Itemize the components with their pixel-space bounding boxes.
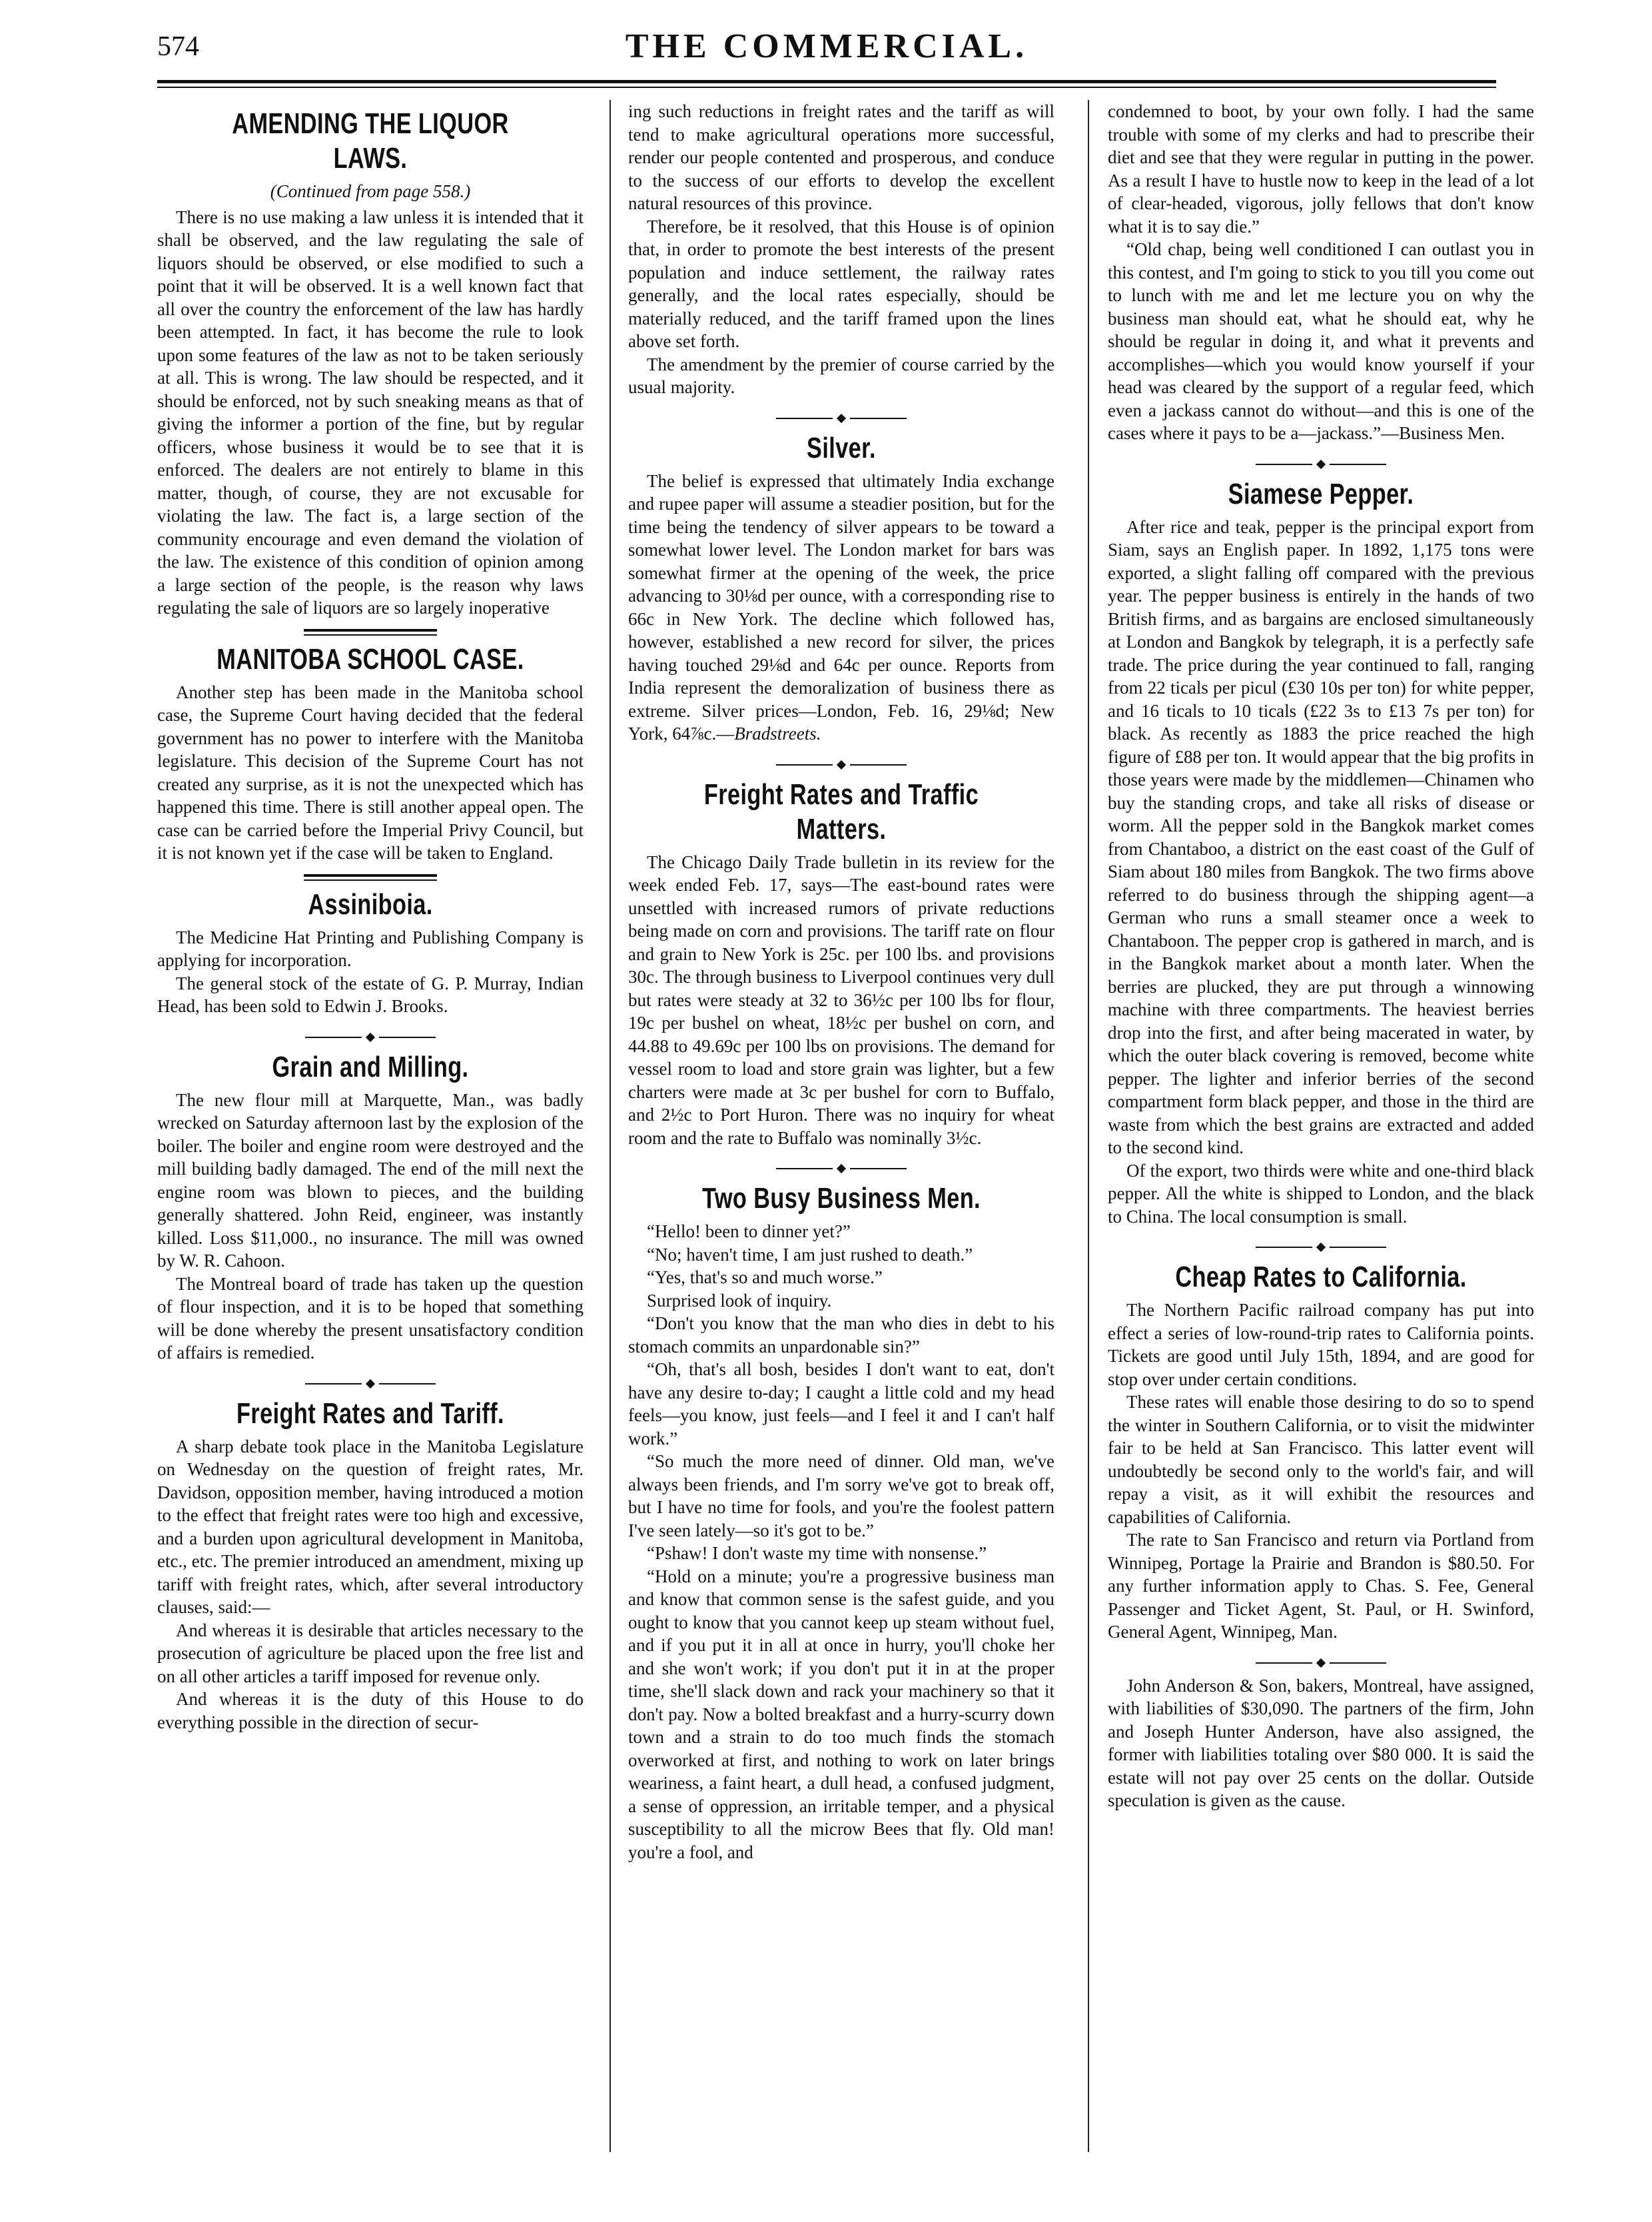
headline-silver: Silver. [807, 431, 876, 464]
dialogue-line: “So much the more need of dinner. Old man, we've always been friends, and I'm sorry we've got to break off, but I have no time for fools, and you're the foolest pattern I've seen lately—so it's got to be.” [628, 1451, 1054, 1540]
section-ornament [628, 411, 1054, 424]
headline-freight-rates-and-tariff: Freight Rates and Tariff. [236, 1396, 504, 1430]
headline-liquor-laws: AMENDING THE LIQUOR LAWS. [232, 107, 509, 175]
article-paragraph: And whereas it is desirable that articles necessary to the prosecution of agriculture be placed upon the free list and on all other articles a tariff imposed for revenue only. [157, 1620, 584, 1686]
column-3 [1108, 100, 1534, 2172]
article-paragraph: After rice and teak, pepper is the principal export from Siam, says an English paper. In 1892, 1,175 tons were exported, a slight falling off compared with the previous year. The pepper business is entirely in the hands of two British firms, and as bargains are enclosed simultaneously at London and Bangkok by telegraph, it is a perfectly safe trade. The price during the year continued to fall, ranging from 22 ticals per picul (£30 10s per ton) for white pepper, and 16 ticals to 10 ticals (£22 3s to £13 7s per ton) for black. As recently as 1883 the price reached the high figure of £88 per ton. It would appear that the big profits in those years were made by the middlemen—Chinamen who buy the standing crops, and take all risks of disease or worm. All the pepper sold in the Bangkok market comes from Chantaboo, a district on the east coast of the Gulf of Siam about 180 miles from Bangkok. The two firms above referred to do business through the shipping agent—a German who runs a small steamer once a week to Chantaboon. The pepper crop is gathered in march, and is in the Bangkok market about a month later. When the berries are plucked, they are put through a winnowing machine with three compartments. The heaviest berries drop into the first, and after being macerated in water, by which the outer black covering is removed, become white pepper. The lighter and inferior berries of the second compartment form black pepper, and those in the third are waste from which the best grains are extracted and added to the second kind. [1108, 516, 1534, 1157]
section-ornament [157, 1377, 584, 1390]
section-ornament [157, 1030, 584, 1043]
headline-cheap-rates-california: Cheap Rates to California. [1175, 1261, 1467, 1293]
article-paragraph: “Old chap, being well conditioned I can outlast you in this contest, and I'm going to stick to you till you come out to lunch with me and let me lecture you on why the business man should eat, what he should eat, why he should be regular in doing it, and what it prevents and accomplishes—which you would know yourself if your head was cleared by the support of a regular feed, which even a jackass cannot do without—and this is one of the cases where it pays to be a—jackass.”—Business Men. [1108, 239, 1534, 443]
article-paragraph: The new flour mill at Marquette, Man., was badly wrecked on Saturday afternoon last by the explosion of the boiler. The boiler and engine room were destroyed and the mill building badly damaged. The end of the mill next the engine room was blown to pieces, and the building generally shattered. John Reid, engineer, was instantly killed. Loss $11,000., no insurance. The mill was owned by W. R. Cahoon. [157, 1089, 584, 1271]
article-paragraph [628, 470, 1054, 746]
header-rule-thin [157, 87, 1496, 88]
page-number: 574 [157, 31, 199, 62]
section-ornament [1108, 1240, 1534, 1253]
dialogue-line: Surprised look of inquiry. [647, 1290, 832, 1311]
article-paragraph: The general stock of the estate of G. P. Murray, Indian Head, has been sold to Edwin J. Brooks. [157, 973, 584, 1016]
section-rule [304, 629, 437, 632]
section-ornament [628, 1161, 1054, 1175]
column-divider-1 [610, 100, 611, 2152]
article-paragraph: A sharp debate took place in the Manitoba Legislature on Wednesday on the question of freight rates, Mr. Davidson, opposition member, having introduced a motion to the effect that freight rates were too high and excessive, and a burden upon agricultural development in Manitoba, etc., etc. The premier introduced an amendment, mixing up tariff with freight rates, which, after several introductory clauses, said:— [157, 1436, 584, 1617]
column-divider-2 [1088, 100, 1089, 2152]
section-ornament [1108, 1656, 1534, 1669]
section-ornament [628, 758, 1054, 771]
dialogue-line: “Pshaw! I don't waste my time with nonsense.” [647, 1543, 987, 1563]
article-paragraph: Another step has been made in the Manitoba school case, the Supreme Court having decided that the federal government has no power to interfere with the Manitoba legislature. This decision of the Supreme Court has not created any surprise, as it is not the unexpected which has happened this time. There is still another appeal open. The case can be carried before the Imperial Privy Council, but it is not known yet if the case will be taken to England. [157, 682, 584, 863]
section-rule [304, 874, 437, 877]
header-rule-thick [157, 80, 1496, 83]
section-rule-thin [304, 634, 437, 636]
article-paragraph: The Northern Pacific railroad company has put into effect a series of low-round-trip rates to California points. Tickets are good until July 15th, 1894, and are good for stop over under certain conditions. [1108, 1300, 1534, 1389]
article-paragraph: And whereas it is the duty of this House to do everything possible in the direction of secur- [157, 1689, 584, 1732]
article-paragraph: The Chicago Daily Trade bulletin in its review for the week ended Feb. 17, says—The east-bound rates were unsettled with increased rumors of private reductions being made on corn and provisions. The tariff rate on flour and grain to New York is 25c. per 100 lbs. and provisions 30c. The through business to Liverpool continues very dull but rates were steady at 32 to 36½c per 100 lbs for flour, 19c per bushel on wheat, 18½c per bushel on corn, and 44.88 to 49.69c per 100 lbs on provisions. The demand for vessel room to load and store grain was lighter, but a few charters were made at 3c per bushel for corn to Buffalo, and 2½c to Port Huron. There was no inquiry for wheat room and the rate to Buffalo was nominally 3½c. [628, 851, 1054, 1148]
headline-grain-and-milling: Grain and Milling. [272, 1050, 469, 1083]
article-paragraph: ing such reductions in freight rates and the tariff as will tend to make agricultural operations more successful, render our people contented and prosperous, and conduce to the success of our efforts to develop the excellent natural resources of this province. [628, 101, 1054, 213]
source-credit: Bradstreets. [734, 724, 821, 744]
article-paragraph: There is no use making a law unless it is intended that it shall be observed, and the law regulating the sale of liquors should be observed, or else modified to such a point that it will be observed. It is a well known fact that all over the country the enforcement of the law has hardly been attempted. In fact, it has become the rule to look upon some features of the law as not to be taken seriously at all. This is wrong. The law should be respected, and it should be enforced, not by such sneaking means as that of giving the informer a portion of the fine, but by regular officers, whose business it would be to see that it is enforced. The dealers are not entirely to blame in this matter, though, of course, they are not excusable for violating the law. The fact is, a large section of the community encourage and even demand the violation of the law. The existence of this condition of opinion among a large section of the people, is the reason why laws regulating the sale of liquors are so largely inoperative [157, 207, 584, 618]
article-paragraph: The amendment by the premier of course carried by the usual majority. [628, 354, 1054, 397]
section-ornament [1108, 457, 1534, 470]
masthead-title: THE COMMERCIAL. [625, 27, 1029, 65]
article-paragraph: The Medicine Hat Printing and Publishing Company is applying for incorporation. [157, 927, 584, 970]
headline-assiniboia: Assiniboia. [308, 887, 433, 921]
article-paragraph: John Anderson & Son, bakers, Montreal, have assigned, with liabilities of $30,090. The partners of the firm, John and Joseph Hunter Anderson, have also assigned, the former with liabilities totaling over $80 000. It is said the estate will not pay over 25 cents on the dollar. Outside speculation is given as the cause. [1108, 1675, 1534, 1810]
article-paragraph: The rate to San Francisco and return via Portland from Winnipeg, Portage la Prairie and Brandon is $80.50. For any further information apply to Chas. S. Fee, General Passenger and Ticket Agent, St. Paul, or H. Swinford, General Agent, Winnipeg, Man. [1108, 1530, 1534, 1642]
dialogue-line: “Hello! been to dinner yet?” [647, 1221, 851, 1241]
headline-two-busy-business-men: Two Busy Business Men. [702, 1182, 981, 1215]
page-header [157, 27, 1496, 67]
continued-note: (Continued from page 558.) [270, 181, 471, 201]
dialogue-line: “Yes, that's so and much worse.” [647, 1267, 883, 1287]
headline-manitoba-school-case: MANITOBA SCHOOL CASE. [216, 642, 524, 676]
article-paragraph: condemned to boot, by your own folly. I had the same trouble with some of my clerks and had to prescribe their diet and see that they were regular in putting in the power. As a result I have to hustle now to keep in the lead of a lot of clear-headed, vigorous, jolly fellows that don't know what it is to say die.” [1108, 101, 1534, 237]
dialogue-line: “No; haven't time, I am just rushed to death.” [647, 1244, 973, 1265]
silver-text: The belief is expressed that ultimately India exchange and rupee paper will assume a steadier position, but for the time being the tendency of silver appears to be toward a somewhat lower level. The London market for bars was somewhat firmer at the opening of the week, the price advancing to 30⅛d per ounce, with a corresponding rise to 66c in New York. The decline which followed has, however, established a new record for silver, the prices having touched 29⅛d and 64c per ounce. Reports from India represent the demoralization of business there as extreme. Silver prices—London, Feb. 16, 29⅛d; New York, 64⅞c.— [628, 470, 1054, 744]
article-paragraph: Of the export, two thirds were white and one-third black pepper. All the white is shipped to London, and the black to China. The local consumption is small. [1108, 1160, 1534, 1227]
dialogue-line: “Hold on a minute; you're a progressive business man and know that common sense is the safest guide, and you ought to know that you cannot keep up steam without fuel, and if you put it in all at once in hurry, you'll choke her and she won't work; if you don't put it in at the proper time, she'll slack down and rack your machinery so that it don't pay. Now a bolted breakfast and a hurry-scurry down town and a strain to do too much finds the stomach overworked at first, and nothing to work on later brings weariness, a faint heart, a dull head, a confused judgment, a sense of oppression, an irritable temper, and a physical susceptibility to all the microw Bees that fly. Old man! you're a fool, and [628, 1566, 1054, 1862]
section-rule-thin [304, 879, 437, 881]
column-2 [628, 100, 1054, 2172]
article-paragraph: Therefore, be it resolved, that this House is of opinion that, in order to promote the best interests of the present population and induce settlement, the railway rates generally, and the local rates especially, should be materially reduced, and the tariff framed upon the lines above set forth. [628, 216, 1054, 351]
dialogue-line: “Oh, that's all bosh, besides I don't want to eat, don't have any desire to-day; I caught a little cold and my head feels—you know, just feels—and I feel it and I can't half work.” [628, 1359, 1054, 1448]
column-1 [157, 100, 584, 2172]
headline-siamese-pepper: Siamese Pepper. [1228, 477, 1414, 510]
dialogue-line: “Don't you know that the man who dies in debt to his stomach commits an unpardonable sin?” [628, 1313, 1054, 1357]
headline-freight-traffic: Freight Rates and Traffic Matters. [703, 778, 979, 845]
article-paragraph: These rates will enable those desiring to do so to spend the winter in Southern California, or to visit the midwinter fair to be held at San Francisco. This latter event will undoubtedly be second only to the world's fair, and will repay a visit, as it will exhibit the resources and capabilities of California. [1108, 1392, 1534, 1527]
article-paragraph: The Montreal board of trade has taken up the question of flour inspection, and it is to be hoped that something will be done whereby the present unsatisfactory condition of affairs is remedied. [157, 1273, 584, 1363]
